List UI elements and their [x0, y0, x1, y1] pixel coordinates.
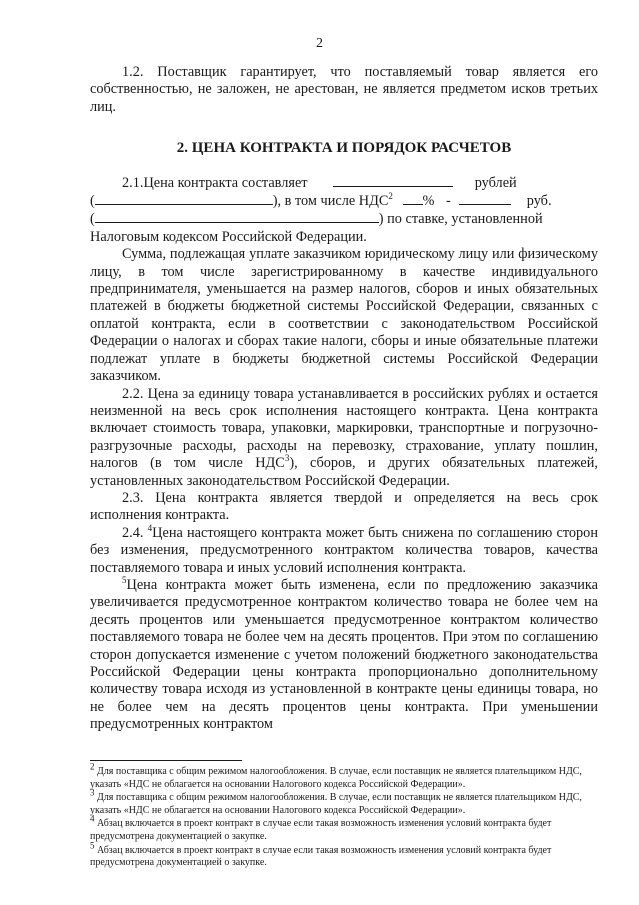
main-text	[90, 64, 598, 734]
open-paren-2: (	[90, 211, 95, 228]
footnote-5	[90, 840, 598, 870]
footnote-3-num: 3	[90, 787, 95, 798]
footnote-3	[90, 787, 598, 817]
footnote-5-text: Абзац включается в проект контракт в случае если такая возможность изменения условий контракта будет предусмотрена документацией о закупке.	[90, 844, 552, 869]
rate-label: ) по ставке, установленной Налоговым кодексом Российской Федерации.	[90, 211, 543, 245]
footnote-separator	[90, 760, 242, 761]
paragraph-2-4-text: Цена настоящего контракта может быть снижена по соглашению сторон без изменения, предусмотренного контрактом количества товаров, качества поставляемого товара и иных условий исполнения контракта.	[90, 524, 598, 576]
price-label: 2.1.Цена контракта составляет	[122, 174, 308, 191]
page-number: 2	[316, 36, 323, 51]
paragraph-2-4	[90, 522, 598, 577]
paragraph-2-4-num: 2.4.	[122, 524, 148, 541]
footnote-ref-3: 3	[284, 453, 290, 464]
footnote-4-num: 4	[90, 814, 95, 825]
vat-amount-blank	[459, 192, 511, 205]
footnote-2-num: 2	[90, 761, 95, 772]
footnote-ref-2: 2	[388, 191, 393, 202]
footnote-2-text: Для поставщика с общим режимом налогообложения. В случае, если поставщик не является плательщиком НДС, указать «НДС не облагается на основании Налогового кодекса Российской Федерации».	[90, 766, 582, 790]
price-blank	[333, 174, 453, 187]
paragraph-2-2	[90, 386, 598, 490]
paragraph-2-2-text-a: 2.2. Цена за единицу товара устанавливается в российских рублях и остается неизменной на весь срок исполнения настоящего контракта. Цена контракта включает стоимость товара, упаковки, маркировки, транспортные и погрузочно-разгрузочные расходы, расходы на перевозку, страхование, уплату пошлин, налогов (в том числе НДС	[90, 385, 598, 472]
rub-label: руб.	[526, 193, 552, 210]
footnotes	[90, 761, 598, 871]
footnote-4-text: Абзац включается в проект контракт в случае если такая возможность изменения условий контракта будет предусмотрена документацией о закупке.	[90, 818, 552, 842]
open-paren: (	[90, 193, 95, 210]
footnote-5-num: 5	[90, 840, 95, 851]
footnote-3-text: Для поставщика с общим режимом налогообложения. В случае, если поставщик не является плательщиком НДС, указать «НДС не облагается на основании Налогового кодекса Российской Федерации».	[90, 792, 582, 816]
footnote-4	[90, 814, 598, 843]
footnote-2	[90, 761, 598, 791]
section-title: 2. ЦЕНА КОНТРАКТА И ПОРЯДОК РАСЧЕТОВ	[176, 140, 512, 157]
dash: -	[446, 193, 451, 210]
percent-sign: %	[422, 193, 435, 210]
paragraph-1-2: 1.2. Поставщик гарантирует, что поставляемый товар является его собственностью, не заложен, не арестован, не является предметом исков третьих лиц.	[90, 64, 598, 115]
paragraph-2-1	[90, 174, 598, 247]
rubles-label: рублей	[474, 174, 517, 191]
price-words-blank	[95, 192, 273, 205]
paragraph-price-change-text: Цена контракта может быть изменена, если по предложению заказчика увеличивается предусмотренное контрактом количество товара не более чем на десять процентов или уменьшается предусмотренное контрактом количество поставляемого товара не более чем на десять процентов. При этом по соглашению сторон допускается изменение с учетом положений бюджетного законодательства Российской Федерации цены контракта пропорционально дополнительному количеству товара исходя из установленной в контракте цены единицы товара, но не более чем на десять процентов цены контракта. При уменьшении предусмотренных контрактом	[90, 576, 598, 733]
footnote-ref-4: 4	[147, 522, 153, 533]
footnote-ref-5: 5	[122, 575, 127, 586]
paragraph-price-change	[90, 577, 598, 734]
vat-label: ), в том числе НДС	[272, 193, 389, 210]
paragraph-summa: Сумма, подлежащая уплате заказчиком юридическому лицу или физическому лицу, в том числе зарегистрированному в качестве индивидуального предпринимателя, уменьшается на размер налогов, сборов и иных обязательных платежей в бюджеты бюджетной системы Российской Федерации, связанных с оплатой контракта, если в соответствии с законодательством Российской Федерации о налогах и сборах такие налоги, сборы и иные обязательные платежи подлежат уплате в бюджеты бюджетной системы Российской Федерации заказчиком.	[90, 246, 598, 385]
vat-rate-blank	[403, 192, 423, 205]
paragraph-2-2-text-b: ), сборов, и других обязательных платежей, установленных законодательством Российской Федерации.	[90, 455, 598, 489]
paragraph-2-3: 2.3. Цена контракта является твердой и определяется на весь срок исполнения контракта.	[90, 489, 598, 524]
vat-words-blank	[95, 210, 379, 223]
